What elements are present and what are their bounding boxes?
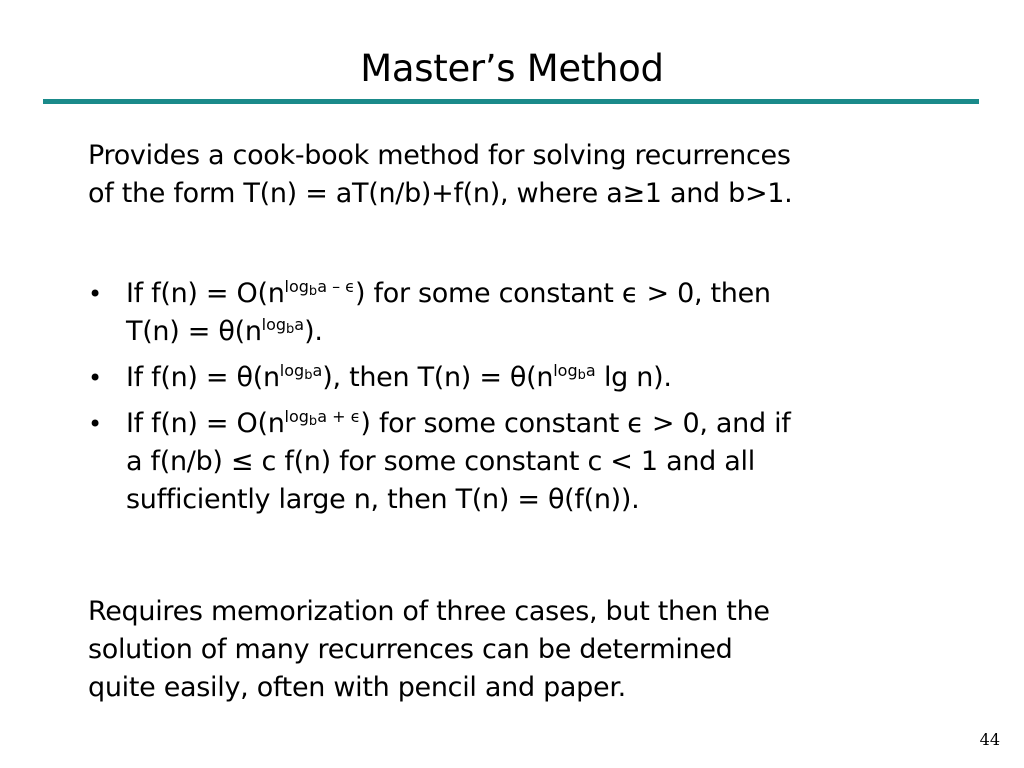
exponent-log: log	[284, 407, 309, 426]
case-2-text-a: If f(n) = θ(n	[126, 362, 280, 393]
case-3-text-a: If f(n) = O(n	[126, 408, 285, 439]
exponent-base: b	[286, 322, 295, 337]
case-3-exponent	[284, 407, 361, 429]
exponent-base: b	[308, 284, 318, 299]
intro-paragraph	[88, 137, 968, 213]
case-2-text-c: lg n).	[595, 362, 672, 393]
case-2-result-exponent	[553, 361, 596, 383]
exponent-base: b	[308, 414, 318, 429]
intro-line-1: Provides a cook-book method for solving recurrences	[88, 140, 791, 171]
exponent-base: b	[304, 368, 313, 383]
case-1-result-exponent	[261, 315, 305, 337]
case-3-text-b: ) for some constant ϵ > 0, and if	[360, 408, 791, 439]
case-3-text-c: a f(n/b) ≤ c f(n) for some constant c < 1 and all	[126, 446, 755, 477]
case-3-text-d: sufficiently large n, then T(n) = θ(f(n)).	[126, 484, 640, 515]
slide-title: Master’s Method	[360, 47, 664, 90]
exponent-arg: a	[294, 315, 305, 334]
intro-line-2: of the form T(n) = aT(n/b)+f(n), where a≥1 and b>1.	[88, 178, 793, 209]
case-3-item	[88, 405, 968, 519]
case-1-exponent	[284, 277, 356, 299]
exponent-arg-plus-eps: a + ϵ	[317, 407, 361, 426]
exponent-log: log	[261, 315, 287, 334]
exponent-log: log	[284, 277, 309, 296]
exponent-arg-minus-eps: a – ϵ	[317, 277, 356, 296]
case-2-exponent	[279, 361, 323, 383]
bullet-icon: •	[88, 410, 102, 438]
exponent-log: log	[553, 361, 578, 380]
case-2-text-b: ), then T(n) = θ(n	[322, 362, 554, 393]
case-1-item	[88, 275, 968, 351]
closing-line-3: quite easily, often with pencil and paper.	[88, 672, 626, 703]
closing-line-2: solution of many recurrences can be determined	[88, 634, 733, 665]
exponent-arg: a	[585, 361, 596, 380]
bullet-icon: •	[88, 364, 102, 392]
page-number: 44	[979, 730, 1000, 749]
case-1-text-c: T(n) = θ(n	[126, 316, 262, 347]
closing-line-1: Requires memorization of three cases, but then the	[88, 596, 770, 627]
exponent-log: log	[279, 361, 305, 380]
master-theorem-cases-list	[88, 275, 968, 527]
case-1-text-d: ).	[304, 316, 323, 347]
exponent-arg: a	[312, 361, 323, 380]
bullet-icon: •	[88, 280, 102, 308]
exponent-base: b	[577, 368, 586, 383]
case-1-text-a: If f(n) = O(n	[126, 278, 285, 309]
closing-paragraph	[88, 593, 968, 707]
case-2-item	[88, 359, 968, 397]
title-underline-rule	[43, 99, 979, 104]
case-1-text-b: ) for some constant ϵ > 0, then	[355, 278, 771, 309]
